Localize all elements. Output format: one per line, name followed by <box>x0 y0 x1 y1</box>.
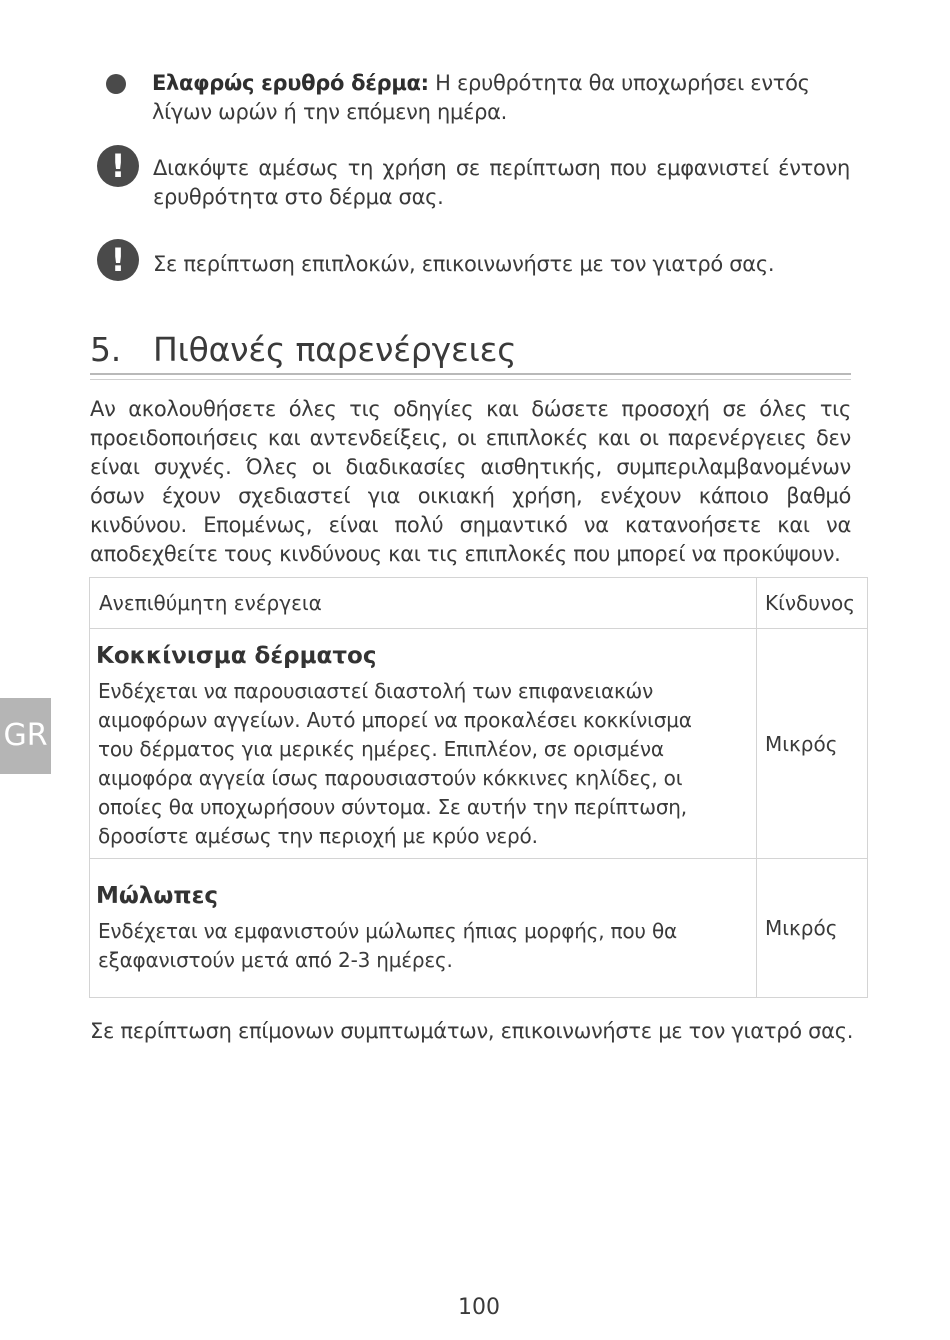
table-cell <box>90 859 757 998</box>
row-risk: Μικρός <box>765 731 838 756</box>
row-description: Ενδέχεται να παρουσιαστεί διαστολή των επιφανειακών αιμοφόρων αγγείων. Αυτό μπορεί να προκαλέσει κοκκίνισμα του δέρματος για μερικές ημέρες. Επιπλέον, σε ορισμένα αιμοφόρα αγγεία ίσως παρουσιαστούν κόκκινες κηλίδες, οι οποίες θα υποχωρήσουν σύντομα. Σε αυτήν την περίπτωση, δροσίστε αμέσως την περιοχή με κρύο νερό. <box>98 679 692 848</box>
table-header-cell <box>90 578 757 629</box>
table-header-cell <box>757 578 868 629</box>
warning-text-2: Σε περίπτωση επιπλοκών, επικοινωνήστε με τον γιατρό σας. <box>153 252 775 276</box>
section-number: 5. <box>90 330 122 369</box>
table-cell <box>757 859 868 998</box>
bullet-bold-term: Ελαφρώς ερυθρό δέρμα: <box>152 71 429 95</box>
page-number: 100 <box>458 1295 500 1320</box>
table-cell <box>90 629 757 859</box>
exclamation-icon: ! <box>97 145 139 187</box>
section-divider <box>90 379 851 380</box>
row-description: Ενδέχεται να εμφανιστούν μώλωπες ήπιας μορφής, που θα εξαφανιστούν μετά από 2-3 ημέρες. <box>98 919 677 972</box>
table-cell <box>757 629 868 859</box>
table-row <box>90 629 868 859</box>
language-tab: GR <box>0 698 51 774</box>
bullet-paragraph <box>152 69 864 127</box>
table-header-row <box>90 578 868 629</box>
row-title: Κοκκίνισμα δέρματος <box>96 643 377 669</box>
exclamation-icon: ! <box>97 239 139 281</box>
header-risk: Κίνδυνος <box>765 591 856 615</box>
section-intro: Αν ακολουθήσετε όλες τις οδηγίες και δώσετε προσοχή σε όλες τις προειδοποιήσεις και αντενδείξεις, οι επιπλοκές και οι παρενέργειες δεν είναι συχνές. Όλες οι διαδικασίες αισθητικής, συμπεριλαμβανομένων όσων έχουν σχεδιαστεί για οικιακή χρήση, ενέχουν κάποιο βαθμό κινδύνου. Επομένως, είναι πολύ σημαντικό να κατανοήσετε και να αποδεχθείτε τους κινδύνους και τις επιπλοκές που μπορεί να προκύψουν. <box>90 397 851 566</box>
warning-text-1: Διακόψτε αμέσως τη χρήση σε περίπτωση που εμφανιστεί έντονη ερυθρότητα στο δέρμα σας. <box>153 156 850 209</box>
bullet-dot-icon <box>106 74 126 94</box>
table-row <box>90 859 868 998</box>
row-risk: Μικρός <box>765 916 838 940</box>
footer-note: Σε περίπτωση επίμονων συμπτωμάτων, επικοινωνήστε με τον γιατρό σας. <box>90 1019 854 1043</box>
row-title: Μώλωπες <box>96 883 219 909</box>
bullet-text: Η ερυθρότητα θα υποχωρήσει εντός λίγων ωρών ή την επόμενη ημέρα. <box>152 71 810 124</box>
side-effects-table <box>89 577 868 998</box>
section-title: Πιθανές παρενέργειες <box>153 330 517 369</box>
header-effect: Ανεπιθύμητη ενέργεια <box>99 591 322 615</box>
section-divider <box>90 373 851 375</box>
